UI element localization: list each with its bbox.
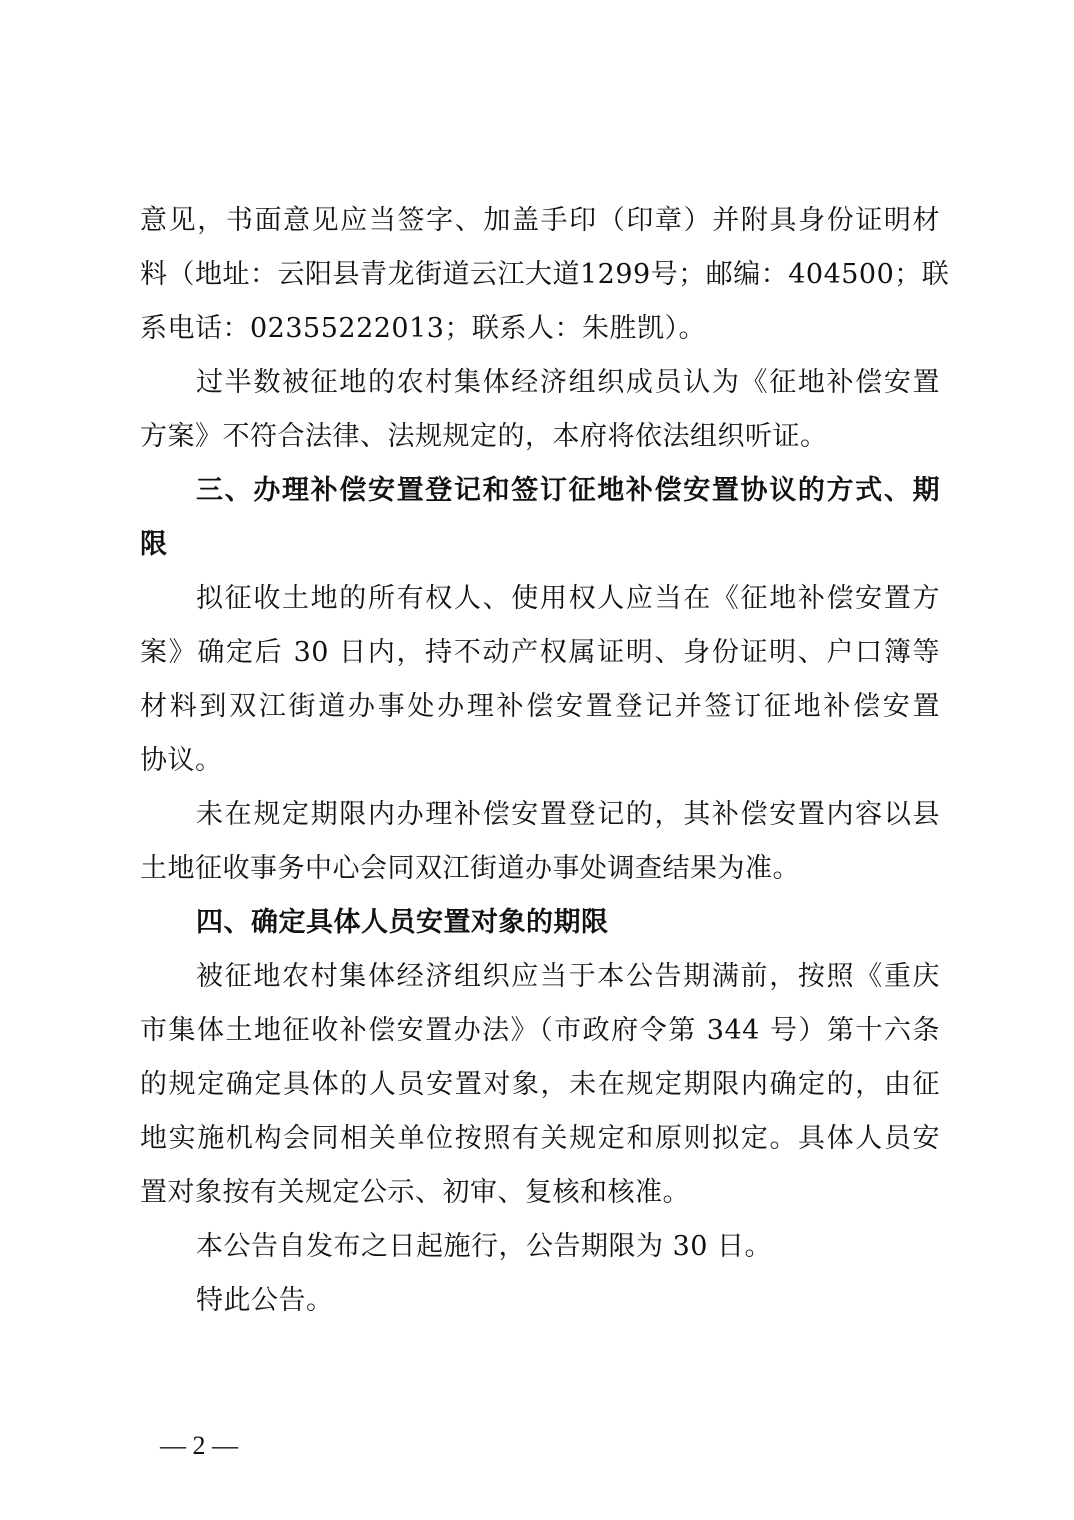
text-line: 材料到双江街道办事处办理补偿安置登记并签订征地补偿安置 — [140, 691, 940, 722]
section-heading-3: 三、办理补偿安置登记和签订征地补偿安置协议的方式、期 — [196, 475, 940, 506]
text-line: 案》确定后 30 日内，持不动产权属证明、身份证明、户口簿等 — [140, 637, 940, 668]
text-line: 土地征收事务中心会同双江街道办事处调查结果为准。 — [140, 853, 800, 884]
paragraph-start-line: 本公告自发布之日起施行，公告期限为 30 日。 — [196, 1231, 773, 1262]
page-number: — 2 — — [160, 1431, 238, 1460]
text-line: 地实施机构会同相关单位按照有关规定和原则拟定。具体人员安 — [140, 1123, 940, 1154]
text-line: 方案》不符合法律、法规规定的，本府将依法组织听证。 — [140, 421, 828, 452]
paragraph-start-line: 被征地农村集体经济组织应当于本公告期满前，按照《重庆 — [196, 961, 940, 992]
section-heading-4: 四、确定具体人员安置对象的期限 — [196, 907, 609, 938]
text-line: 协议。 — [140, 745, 223, 776]
closing-line: 特此公告。 — [196, 1285, 334, 1316]
paragraph-start-line: 过半数被征地的农村集体经济组织成员认为《征地补偿安置 — [196, 367, 940, 398]
text-line: 的规定确定具体的人员安置对象，未在规定期限内确定的，由征 — [140, 1069, 940, 1100]
text-line: 置对象按有关规定公示、初审、复核和核准。 — [140, 1177, 690, 1208]
section-heading-3-cont: 限 — [140, 529, 168, 560]
text-line: 意见，书面意见应当签字、加盖手印（印章）并附具身份证明材 — [140, 205, 940, 236]
paragraph-start-line: 拟征收土地的所有权人、使用权人应当在《征地补偿安置方 — [196, 583, 940, 614]
text-line: 市集体土地征收补偿安置办法》（市政府令第 344 号）第十六条 — [140, 1015, 940, 1046]
text-line: 料（地址：云阳县青龙街道云江大道1299号；邮编：404500；联 — [140, 259, 950, 290]
text-line: 系电话：02355222013；联系人：朱胜凯）。 — [140, 313, 706, 344]
paragraph-start-line: 未在规定期限内办理补偿安置登记的，其补偿安置内容以县 — [196, 799, 940, 830]
